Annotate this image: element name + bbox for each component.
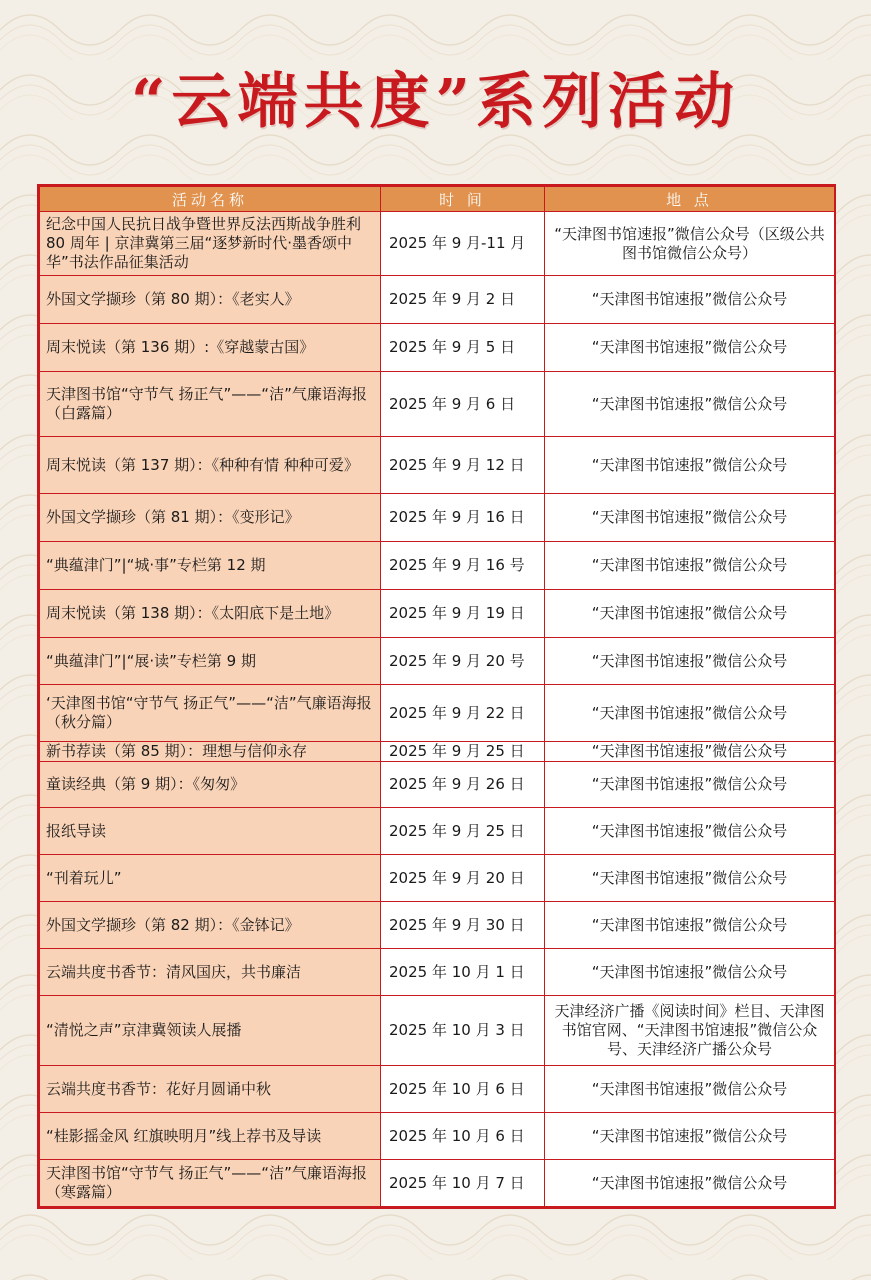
activity-name-cell: 周末悦读（第 137 期）：《种种有情 种种可爱》 <box>40 437 381 494</box>
location-cell: “天津图书馆速报”微信公众号 <box>545 949 835 996</box>
table-row <box>40 542 835 590</box>
activity-name-cell: “典蕴津门”|“城·事”专栏第 12 期 <box>40 542 381 590</box>
date-cell: 2025 年 9 月 6 日 <box>381 372 545 437</box>
date-cell: 2025 年 9 月 19 日 <box>381 590 545 638</box>
header-location: 地 点 <box>545 187 835 212</box>
activity-name-cell: “刊着玩儿” <box>40 855 381 902</box>
table-row <box>40 949 835 996</box>
date-cell: 2025 年 9 月 20 号 <box>381 638 545 685</box>
table-row <box>40 1066 835 1113</box>
date-cell: 2025 年 9 月 5 日 <box>381 324 545 372</box>
date-cell: 2025 年 10 月 1 日 <box>381 949 545 996</box>
location-cell: “天津图书馆速报”微信公众号 <box>545 324 835 372</box>
activity-name-cell: “清悦之声”京津冀领读人展播 <box>40 996 381 1066</box>
activity-name-cell: “桂影摇金风 红旗映明月”线上荐书及导读 <box>40 1113 381 1160</box>
location-cell: “天津图书馆速报”微信公众号 <box>545 685 835 742</box>
location-cell: “天津图书馆速报”微信公众号 <box>545 372 835 437</box>
activity-name-cell: 天津图书馆“守节气 扬正气”——“洁”气廉语海报（白露篇） <box>40 372 381 437</box>
date-cell: 2025 年 9 月 22 日 <box>381 685 545 742</box>
location-cell: “天津图书馆速报”微信公众号 <box>545 902 835 949</box>
activity-name-cell: 周末悦读（第 136 期）:《穿越蒙古国》 <box>40 324 381 372</box>
table-header-row <box>40 187 835 212</box>
location-cell: “天津图书馆速报”微信公众号 <box>545 437 835 494</box>
table-row <box>40 1160 835 1207</box>
location-cell: “天津图书馆速报”微信公众号 <box>545 855 835 902</box>
location-cell: “天津图书馆速报”微信公众号 <box>545 808 835 855</box>
table-row <box>40 996 835 1066</box>
table-row <box>40 437 835 494</box>
table-row <box>40 590 835 638</box>
location-cell: “天津图书馆速报”微信公众号 <box>545 1160 835 1207</box>
date-cell: 2025 年 9 月-11 月 <box>381 212 545 276</box>
activity-name-cell: ‘天津图书馆“守节气 扬正气”——“洁”气廉语海报（秋分篇） <box>40 685 381 742</box>
table-row <box>40 638 835 685</box>
date-cell: 2025 年 9 月 16 号 <box>381 542 545 590</box>
location-cell: “天津图书馆速报”微信公众号 <box>545 638 835 685</box>
date-cell: 2025 年 10 月 6 日 <box>381 1066 545 1113</box>
date-cell: 2025 年 10 月 3 日 <box>381 996 545 1066</box>
activity-name-cell: 云端共度书香节：花好月圆诵中秋 <box>40 1066 381 1113</box>
date-cell: 2025 年 9 月 26 日 <box>381 762 545 808</box>
header-activity-name: 活动名称 <box>40 187 381 212</box>
activity-name-cell: 外国文学撷珍（第 80 期）：《老实人》 <box>40 276 381 324</box>
table-row <box>40 324 835 372</box>
activity-name-cell: 新书荐读（第 85 期）：理想与信仰永存 <box>40 742 381 762</box>
location-cell: “天津图书馆速报”微信公众号（区级公共图书馆微信公众号） <box>545 212 835 276</box>
table-row <box>40 762 835 808</box>
table-row <box>40 372 835 437</box>
table-row <box>40 212 835 276</box>
date-cell: 2025 年 9 月 2 日 <box>381 276 545 324</box>
activity-name-cell: 外国文学撷珍（第 82 期）：《金钵记》 <box>40 902 381 949</box>
date-cell: 2025 年 10 月 7 日 <box>381 1160 545 1207</box>
location-cell: “天津图书馆速报”微信公众号 <box>545 494 835 542</box>
date-cell: 2025 年 10 月 6 日 <box>381 1113 545 1160</box>
location-cell: “天津图书馆速报”微信公众号 <box>545 542 835 590</box>
activity-name-cell: 报纸导读 <box>40 808 381 855</box>
table-row <box>40 742 835 762</box>
date-cell: 2025 年 9 月 16 日 <box>381 494 545 542</box>
date-cell: 2025 年 9 月 30 日 <box>381 902 545 949</box>
activity-name-cell: 云端共度书香节：清风国庆，共书廉洁 <box>40 949 381 996</box>
activity-name-cell: 周末悦读（第 138 期）：《太阳底下是土地》 <box>40 590 381 638</box>
table-row <box>40 276 835 324</box>
table-row <box>40 1113 835 1160</box>
location-cell: 天津经济广播《阅读时间》栏目、天津图书馆官网、“天津图书馆速报”微信公众号、天津经济广播公众号 <box>545 996 835 1066</box>
page-title: “云端共度”系列活动 <box>130 67 741 137</box>
location-cell: “天津图书馆速报”微信公众号 <box>545 762 835 808</box>
table-row <box>40 808 835 855</box>
location-cell: “天津图书馆速报”微信公众号 <box>545 1113 835 1160</box>
table-row <box>40 855 835 902</box>
activity-name-cell: 天津图书馆“守节气 扬正气”——“洁”气廉语海报（寒露篇） <box>40 1160 381 1207</box>
activity-name-cell: “典蕴津门”|“展·读”专栏第 9 期 <box>40 638 381 685</box>
activity-name-cell: 童读经典（第 9 期）：《匆匆》 <box>40 762 381 808</box>
header-time: 时 间 <box>381 187 545 212</box>
activity-name-cell: 外国文学撷珍（第 81 期）：《变形记》 <box>40 494 381 542</box>
activity-name-cell: 纪念中国人民抗日战争暨世界反法西斯战争胜利 80 周年 | 京津冀第三届“逐梦新时代·墨香颂中华”书法作品征集活动 <box>40 212 381 276</box>
table-row <box>40 902 835 949</box>
location-cell: “天津图书馆速报”微信公众号 <box>545 276 835 324</box>
location-cell: “天津图书馆速报”微信公众号 <box>545 1066 835 1113</box>
location-cell: “天津图书馆速报”微信公众号 <box>545 590 835 638</box>
date-cell: 2025 年 9 月 25 日 <box>381 808 545 855</box>
table-row <box>40 494 835 542</box>
date-cell: 2025 年 9 月 12 日 <box>381 437 545 494</box>
location-cell: “天津图书馆速报”微信公众号 <box>545 742 835 762</box>
activity-table <box>37 184 836 1209</box>
table-row <box>40 685 835 742</box>
date-cell: 2025 年 9 月 20 日 <box>381 855 545 902</box>
date-cell: 2025 年 9 月 25 日 <box>381 742 545 762</box>
